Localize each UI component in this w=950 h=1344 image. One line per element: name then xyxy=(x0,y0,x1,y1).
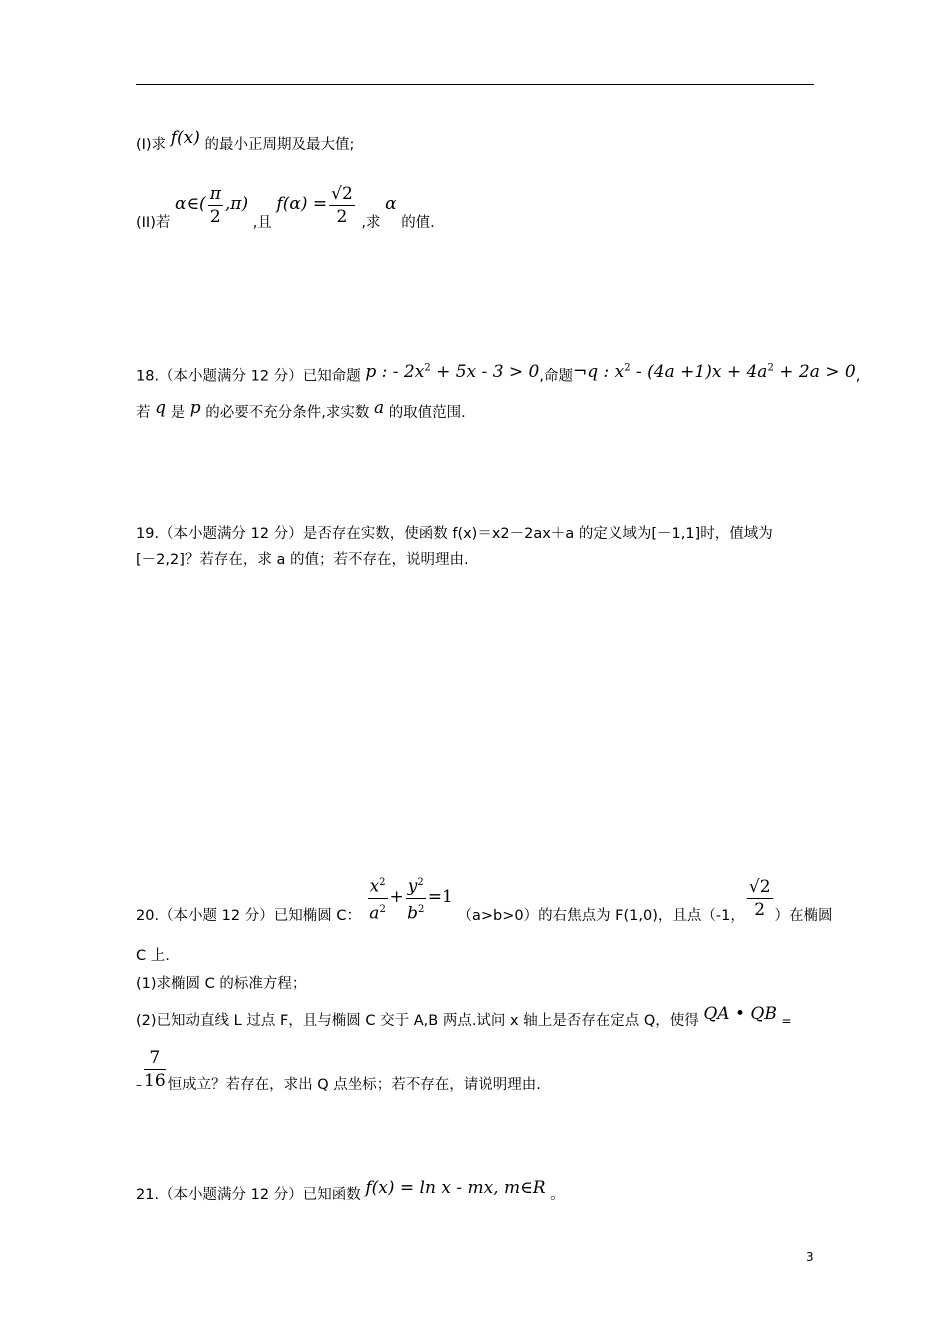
q-exp-1: 2 xyxy=(624,362,631,373)
p-exp: 2 xyxy=(424,362,431,373)
exp: 2 xyxy=(379,903,386,915)
exp: 2 xyxy=(418,903,425,915)
part-1-text: 的最小正周期及最大值; xyxy=(204,137,355,153)
tail-text: 的值. xyxy=(401,215,435,231)
and-text: ,且 xyxy=(252,215,272,231)
equal-sign: = xyxy=(781,1014,792,1028)
part-1-lead: (I)求 xyxy=(136,137,167,153)
q20-cond: （a>b>0）的右焦点为 F(1,0)，且点（-1， xyxy=(457,908,745,925)
question-20-sub-2-cont xyxy=(136,1046,541,1092)
alpha-symbol: α xyxy=(385,194,397,214)
frac-den: 16 xyxy=(144,1070,166,1091)
equals-one: =1 xyxy=(427,887,453,908)
question-20-line-2: C 上. xyxy=(136,948,170,964)
q20-sub2-text: (2)已知动直线 L 过点 F，且与椭圆 C 交于 A,B 两点.试问 x 轴上是否存在定点 Q，使得 xyxy=(136,1013,699,1029)
y-var: y xyxy=(407,876,418,897)
alpha-in: α∈( xyxy=(174,194,206,214)
q20-lead: 20.（本小题 12 分）已知椭圆 C： xyxy=(136,908,361,925)
q18-lead: 18.（本小题满分 12 分）已知命题 xyxy=(136,368,361,385)
question-20-sub-2 xyxy=(136,1004,792,1031)
f-alpha: f(α) = xyxy=(276,194,328,214)
part-1-fx: f(x) xyxy=(170,128,200,148)
q21-lead: 21.（本小题满分 12 分）已知函数 xyxy=(136,1187,361,1203)
frac-num: π xyxy=(209,183,221,204)
seven-sixteenths xyxy=(144,1047,166,1092)
q-expr-c: + 2a > 0 xyxy=(773,361,856,382)
q18-is: 是 xyxy=(170,405,186,421)
frac-num: √2 xyxy=(331,183,353,204)
q18-l2-lead: 若 xyxy=(136,405,151,421)
frac-num: √2 xyxy=(748,876,771,897)
p-expr-b: + 5x - 3 > 0 xyxy=(430,361,540,382)
question-19-line-2: [－2,2]？若存在，求 a 的值；若不存在，说明理由. xyxy=(136,552,469,568)
q18-end: , xyxy=(855,368,861,385)
minus-sign: – xyxy=(136,1078,142,1092)
q-expr-b: - (4a +1)x + 4a xyxy=(630,361,768,382)
part-2 xyxy=(136,180,435,229)
q18-l2-end: 的取值范围. xyxy=(388,405,466,421)
p-symbol: p xyxy=(189,398,201,418)
frac-num: 7 xyxy=(144,1047,166,1070)
question-20-sub-1: (1)求椭圆 C 的标准方程； xyxy=(136,976,307,992)
b-var: b xyxy=(407,903,419,924)
question-21 xyxy=(136,1178,565,1205)
a-var: a xyxy=(369,903,380,924)
point-sqrt2-over-2 xyxy=(747,876,773,921)
question-19-line-1: 19.（本小题满分 12 分）是否存在实数，使函数 f(x)＝x2－2ax＋a 的定义域为[－1,1]时，值域为 xyxy=(136,526,773,542)
frac-den: 2 xyxy=(336,206,348,227)
q18-l2-mid: 的必要不充分条件,求实数 xyxy=(205,405,370,421)
q21-expr: f(x) = ln x - mx, m∈R xyxy=(365,1178,546,1198)
q-exp-2: 2 xyxy=(767,362,774,373)
y2-over-b2 xyxy=(406,872,426,924)
q20-pt-end: ）在椭圆 xyxy=(774,908,833,925)
question-20-line-1 xyxy=(136,872,833,924)
exp: 2 xyxy=(379,877,386,888)
q21-end: 。 xyxy=(550,1187,565,1203)
x2-over-a2 xyxy=(368,872,388,924)
sqrt2-over-2 xyxy=(329,183,355,228)
q-symbol: q xyxy=(155,398,166,418)
question-18-line-1 xyxy=(136,362,860,387)
alpha-close: ,π) xyxy=(224,194,249,214)
a-symbol: a xyxy=(373,398,385,418)
part-2-lead: (II)若 xyxy=(136,215,171,231)
page-number: 3 xyxy=(806,1250,814,1264)
q20-sub2-end: 恒成立？若存在，求出 Q 点坐标；若不存在，请说明理由. xyxy=(167,1077,541,1093)
header-rule xyxy=(136,84,814,85)
ask-text: ,求 xyxy=(361,215,381,231)
question-18-line-2 xyxy=(136,398,466,423)
vector-product: QA • QB xyxy=(703,1004,777,1024)
p-expr-a: p : - 2x xyxy=(365,361,425,382)
exp: 2 xyxy=(417,877,424,888)
frac-den: 2 xyxy=(209,206,221,227)
pi-over-2 xyxy=(208,183,223,228)
part-1 xyxy=(136,128,355,155)
plus-sign: + xyxy=(389,887,404,908)
q18-mid: ,命题 xyxy=(539,368,573,385)
q-expr-a: ¬q : x xyxy=(573,361,625,382)
x-var: x xyxy=(369,876,380,897)
frac-den: 2 xyxy=(754,899,766,920)
